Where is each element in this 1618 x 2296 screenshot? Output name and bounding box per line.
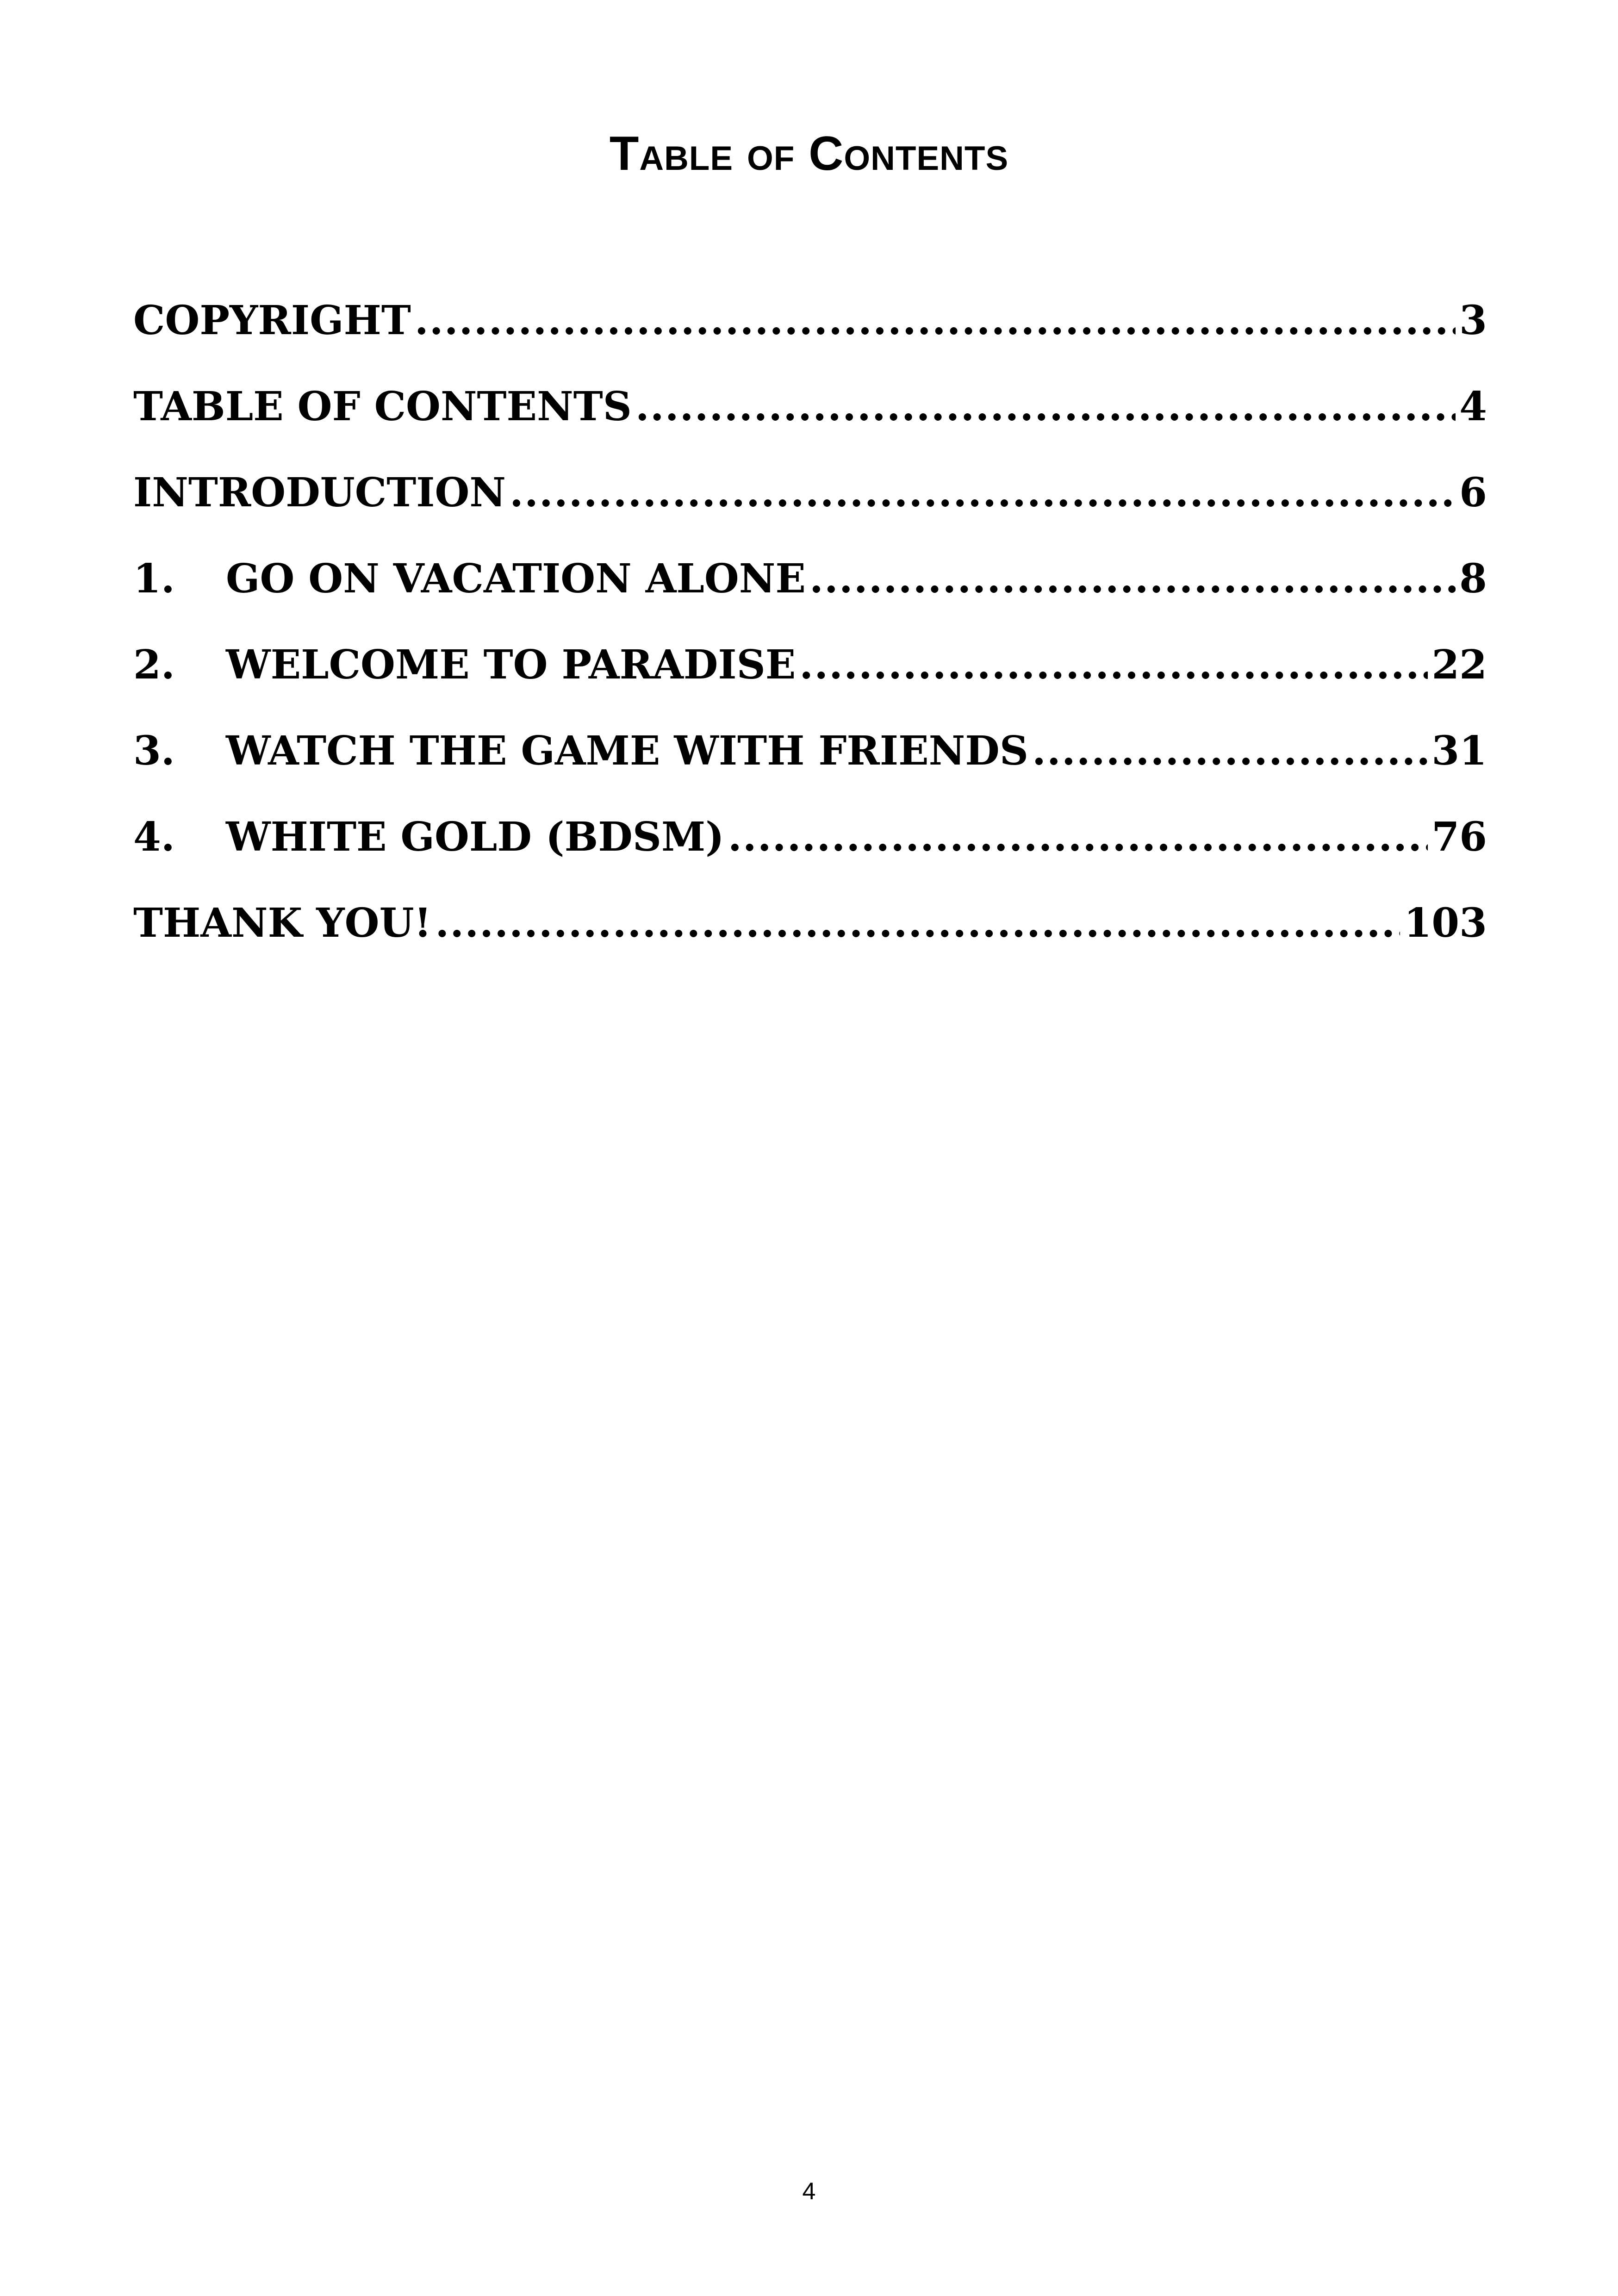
toc-entry-label: WHITE GOLD (BDSM)	[226, 814, 724, 860]
toc-dot-leader	[799, 622, 1428, 708]
toc-entry-thank-you[interactable]	[133, 880, 1487, 966]
footer-page-number: 4	[802, 2178, 816, 2205]
toc-entry-page: 8	[1459, 555, 1487, 602]
toc-dot-leader	[435, 880, 1400, 966]
toc-entry-number: 2.	[133, 641, 175, 688]
toc-entry-number: 4.	[133, 814, 175, 860]
toc-dot-leader	[635, 364, 1456, 450]
toc-entry-number: 3.	[133, 728, 175, 774]
toc-entry-label: WELCOME TO PARADISE	[226, 641, 796, 688]
toc-dot-leader	[809, 536, 1456, 622]
page-title: Table of Contents	[609, 127, 1009, 180]
toc-entry-table-of-contents[interactable]	[133, 364, 1487, 450]
toc-entry-chapter-1[interactable]	[133, 536, 1487, 622]
toc-dot-leader	[415, 278, 1456, 364]
toc-entry-page: 76	[1431, 814, 1487, 860]
toc-entry-introduction[interactable]	[133, 450, 1487, 536]
toc-entry-page: 22	[1431, 641, 1487, 688]
toc-dot-leader	[728, 794, 1428, 880]
toc-entry-label: GO ON VACATION ALONE	[226, 555, 806, 602]
toc-dot-leader	[510, 450, 1456, 536]
toc-entry-page: 6	[1459, 469, 1487, 516]
toc-dot-leader	[1032, 708, 1428, 794]
toc-entry-page: 103	[1404, 900, 1487, 946]
toc-entry-label: TABLE OF CONTENTS	[133, 383, 632, 430]
toc-entry-copyright[interactable]	[133, 278, 1487, 364]
toc-entry-label: THANK YOU!	[133, 900, 432, 946]
toc-entry-page: 3	[1459, 297, 1487, 344]
toc-entry-label: INTRODUCTION	[133, 469, 506, 516]
table-of-contents	[133, 278, 1487, 966]
toc-entry-page: 4	[1459, 383, 1487, 430]
toc-entry-page: 31	[1431, 728, 1487, 774]
toc-entry-label: COPYRIGHT	[133, 297, 411, 344]
toc-entry-number: 1.	[133, 555, 175, 602]
toc-entry-chapter-4[interactable]	[133, 794, 1487, 880]
toc-entry-chapter-3[interactable]	[133, 708, 1487, 794]
toc-entry-chapter-2[interactable]	[133, 622, 1487, 708]
toc-entry-label: WATCH THE GAME WITH FRIENDS	[226, 728, 1028, 774]
